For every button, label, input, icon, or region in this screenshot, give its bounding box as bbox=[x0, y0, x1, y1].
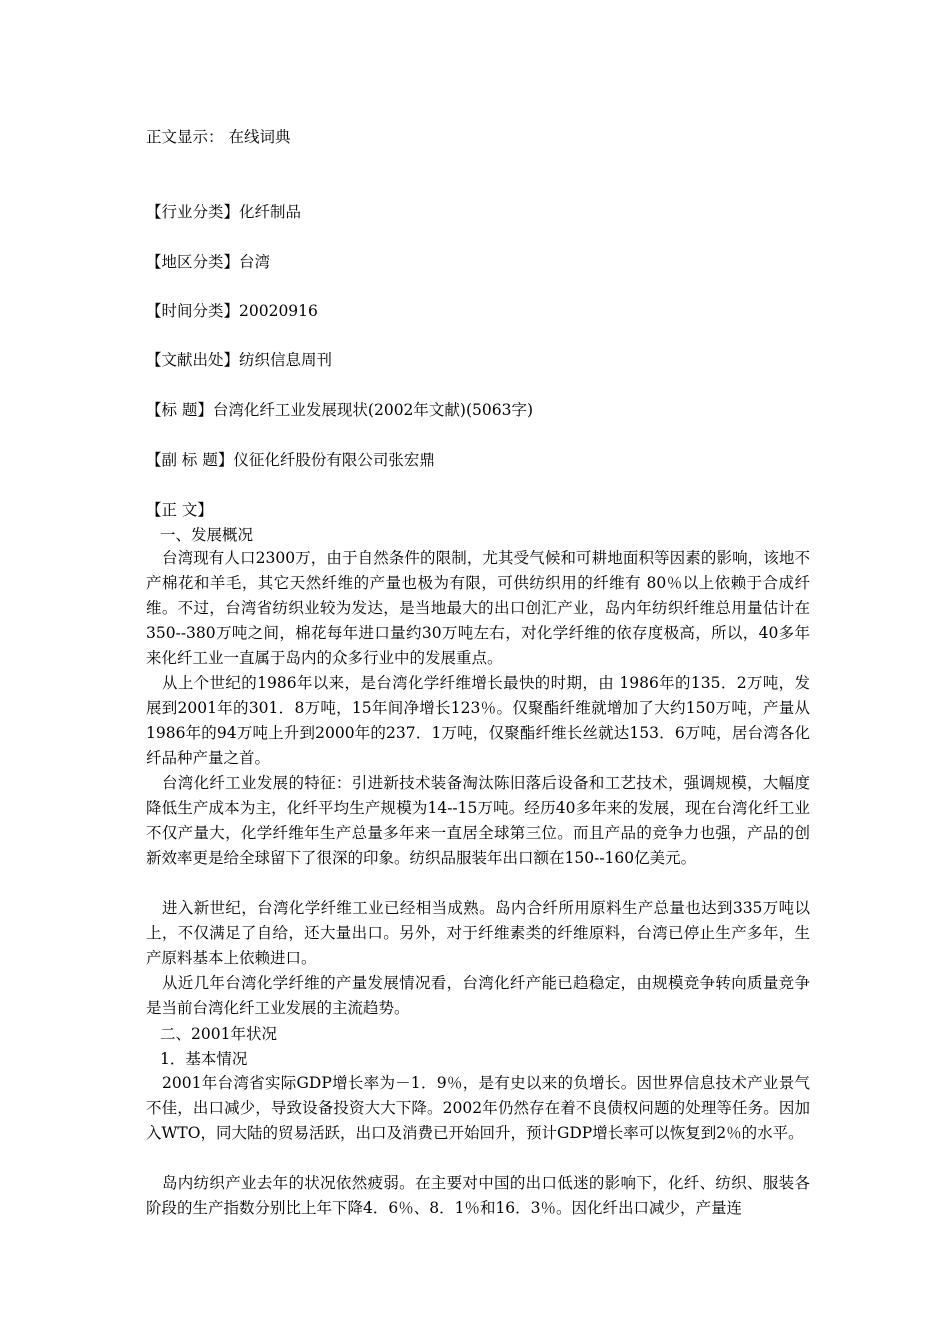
paragraph-5: 从近几年台湾化学纤维的产量发展情况看，台湾化纤产能已趋稳定，由规模竞争转向质量竞争是当前台湾化纤工业发展的主流趋势。 bbox=[146, 974, 810, 1017]
paragraph-7: 岛内纺织产业去年的状况依然疲弱。在主要对中国的出口低迷的影响下，化纤、纺织、服装各阶段的生产指数分别比上年下降4．6％、8．1％和16．3％。因化纤出口减少，产量连 bbox=[146, 1174, 810, 1217]
header-line bbox=[146, 127, 290, 147]
meta-time: 【时间分类】20020916 bbox=[146, 302, 318, 320]
subsection-1-heading: 1．基本情况 bbox=[160, 1050, 248, 1068]
dictionary-link[interactable]: 在线词典 bbox=[228, 128, 291, 146]
paragraph-2: 从上个世纪的1986年以来，是台湾化学纤维增长最快的时期，由 1986年的135．2万吨，发展到2001年的301．8万吨，15年间净增长123％。仅聚酯纤维就增加了大约150万吨，产量从1986年的94万吨上升到2000年的237．1万吨，仅聚酯纤维长丝就达153．6万吨，居台湾各化纤品种产量之首。 bbox=[146, 674, 810, 767]
paragraph-4: 进入新世纪，台湾化学纤维工业已经相当成熟。岛内合纤所用原料生产总量也达到335万吨以上，不仅满足了自给，还大量出口。另外，对于纤维素类的纤维原料，台湾已停止生产多年，生产原料基本上依赖进口。 bbox=[146, 899, 810, 967]
meta-region: 【地区分类】台湾 bbox=[146, 253, 271, 271]
meta-source: 【文献出处】纺织信息周刊 bbox=[146, 351, 333, 369]
section-1-heading: 一、发展概况 bbox=[160, 526, 254, 544]
section-2-heading: 二、2001年状况 bbox=[160, 1025, 277, 1043]
paragraph-6: 2001年台湾省实际GDP增长率为－1．9％，是有史以来的负增长。因世界信息技术产业景气不佳，出口减少，导致设备投资大大下降。2002年仍然存在着不良债权问题的处理等任务。因加入WTO，同大陆的贸易活跃，出口及消费已开始回升，预计GDP增长率可以恢复到2％的水平。 bbox=[146, 1074, 810, 1142]
paragraph-3: 台湾化纤工业发展的特征：引进新技术装备淘汰陈旧落后设备和工艺技术，强调规模，大幅度降低生产成本为主，化纤平均生产规模为14--15万吨。经历40多年来的发展，现在台湾化纤工业不仅产量大，化学纤维年生产总量多年来一直居全球第三位。而且产品的竞争力也强，产品的创新效率更是给全球留下了很深的印象。纺织品服装年出口额在150--160亿美元。 bbox=[146, 774, 810, 867]
header-label: 正文显示： bbox=[146, 128, 224, 146]
meta-industry: 【行业分类】化纤制品 bbox=[146, 203, 302, 221]
meta-title: 【标 题】台湾化纤工业发展现状(2002年文献)(5063字) bbox=[146, 401, 534, 419]
meta-subtitle: 【副 标 题】仪征化纤股份有限公司张宏鼎 bbox=[146, 451, 435, 469]
body-heading: 【正 文】 bbox=[146, 501, 213, 519]
paragraph-1: 台湾现有人口2300万，由于自然条件的限制，尤其受气候和可耕地面积等因素的影响，该地不产棉花和羊毛，其它天然纤维的产量也极为有限，可供纺织用的纤维有 80％以上依赖于合成纤维。不过，台湾省纺织业较为发达，是当地最大的出口创汇产业，岛内年纺织纤维总用量估计在350--380万吨之间，棉花每年进口量约30万吨左右，对化学纤维的依存度极高，所以，40多年来化纤工业一直属于岛内的众多行业中的发展重点。 bbox=[146, 549, 810, 667]
